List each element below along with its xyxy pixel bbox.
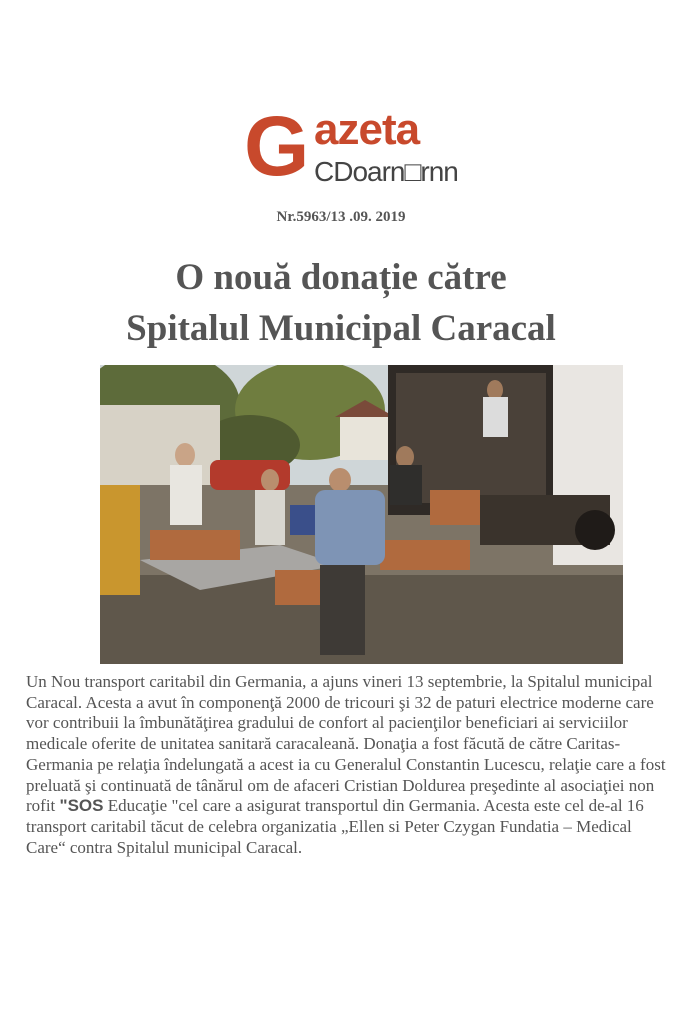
article-photo — [100, 365, 623, 664]
masthead-logo — [244, 99, 458, 204]
article-paragraph — [26, 672, 668, 858]
issue-number: Nr.5963/13 .09. 2019 — [276, 209, 406, 225]
logo-word: azeta — [314, 105, 420, 154]
body-text-part-1: Un Nou transport caritabil din Germania, a ajuns vineri 13 septembrie, la Spitalul municipal Caracal. Acesta a avut în componenţă 2000 de tricouri şi 32 de paturi electrice moderne care vor contribuii la îmbunătăţirea gradului de confort al pacienţilor beneficiari ai serviciilor medicale oferite de unitatea sanitară caracaleană. Donaţia a fost făcută de către Caritas- Germania pe relaţia îndelungată a acest ia cu Generalul Constantin Lucescu, relaţie care a fost preluată şi continuată de tânărul om de afaceri Cristian Doldurea preşedinte al asociaţiei non rofit — [26, 672, 666, 816]
body-text-part-2: Educaţie "cel care a asigurat transportul din Germania. Acesta este cel de-al 16 transport caritabil tăcut de celebra organizatia „Ellen si Peter Czygan Fundatia – Medical Care“ contra Spitalul municipal Caracal. — [26, 796, 644, 857]
article-body — [26, 672, 668, 858]
photo-scene — [100, 365, 623, 664]
headline-line-1: O nouă donație către — [175, 257, 507, 298]
logo-subtitle: CDoarn□rnn — [314, 156, 458, 187]
body-text-sos: "SOS — [59, 796, 104, 816]
logo-initial: G — [244, 99, 310, 193]
article-headline — [0, 252, 682, 354]
headline-line-2: Spitalul Municipal Caracal — [126, 308, 556, 349]
